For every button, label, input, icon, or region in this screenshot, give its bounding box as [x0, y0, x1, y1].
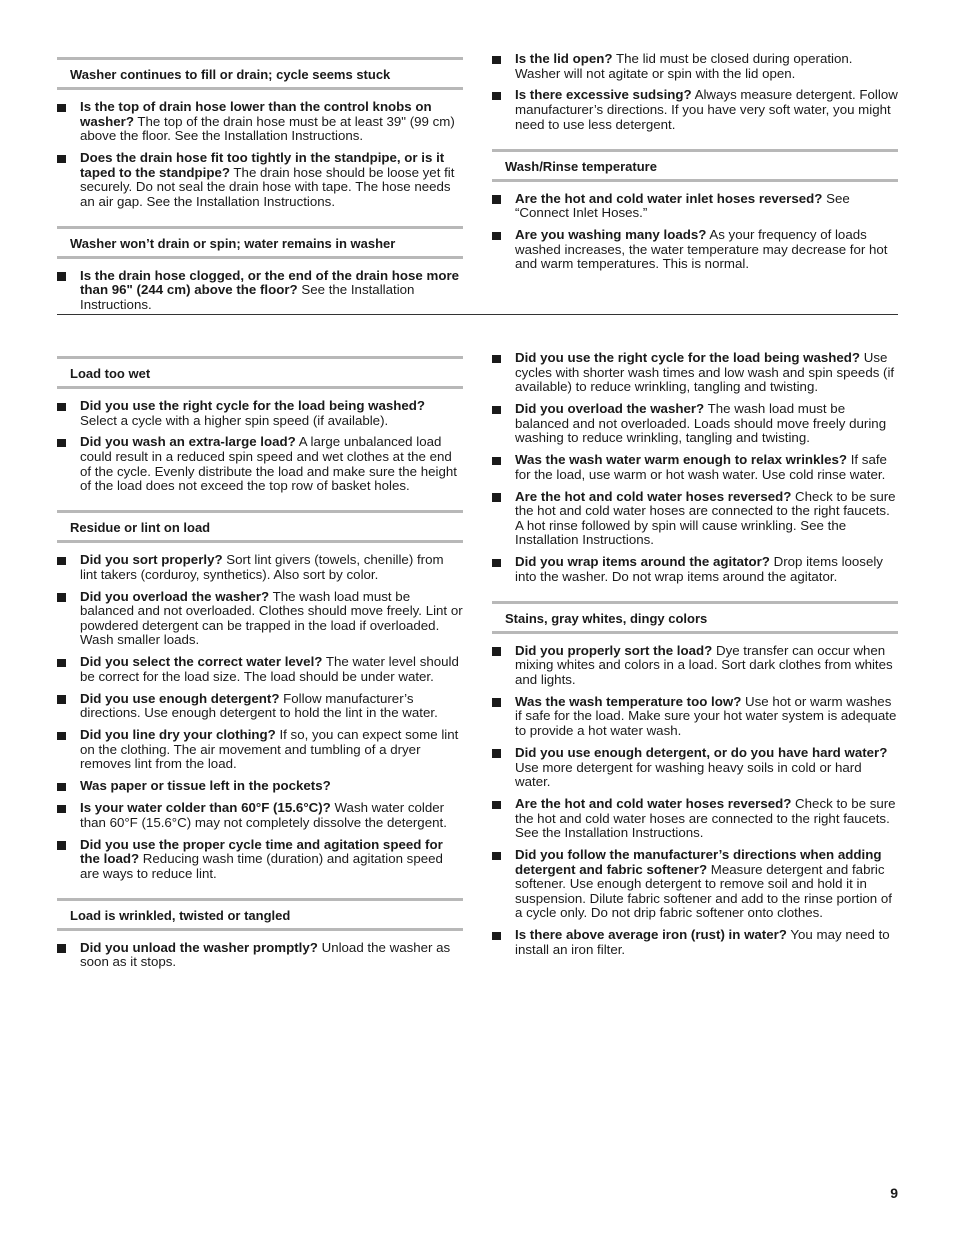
answer-text: Dye transfer can occur when mixing whites and colors in a load. Sort dark clothes from whites and lights.	[515, 642, 893, 687]
question-text: Is there excessive sudsing?	[515, 87, 692, 103]
square-bullet-icon	[492, 92, 501, 101]
square-bullet-icon	[492, 749, 501, 758]
list-item	[492, 797, 898, 841]
square-bullet-icon	[492, 195, 501, 204]
question-text: Did you line dry your clothing?	[80, 727, 276, 743]
question-text: Is the drain hose clogged, or the end of the drain hose more than 96" (244 cm) above the floor?	[80, 267, 460, 298]
section-heading: Washer won’t drain or spin; water remains in washer	[57, 226, 463, 259]
list-item	[57, 100, 463, 144]
question-text: Did you overload the washer?	[515, 401, 705, 417]
square-bullet-icon	[57, 272, 66, 281]
troubleshooting-section	[57, 898, 463, 986]
answer-text: The wash load must be balanced and not overloaded. Loads should move freely during washing to reduce wrinkling, tangling and twisting.	[515, 401, 887, 446]
question-text: Is your water colder than 60°F (15.6°C)?	[80, 800, 331, 816]
list-item	[57, 590, 463, 648]
question-text: Did you use the right cycle for the load being washed?	[515, 350, 861, 365]
question-text: Did you wash an extra-large load?	[80, 434, 296, 450]
square-bullet-icon	[57, 695, 66, 704]
top-left-column	[57, 57, 463, 329]
item-list	[492, 351, 898, 585]
answer-text: As your frequency of loads washed increases, the water temperature may decrease for hot and warm temperatures. This is normal.	[515, 227, 888, 272]
list-item	[492, 228, 898, 272]
troubleshooting-section	[57, 356, 463, 510]
list-item	[57, 801, 463, 830]
list-item	[492, 402, 898, 446]
answer-text: The top of the drain hose must be at least 39" (99 cm) above the floor. See the Installation Instructions.	[80, 113, 455, 144]
answer-text: A large unbalanced load could result in a reduced spin speed and wet clothes at the end of the cycle. Evenly distribute the load and make sure the height of the load does not exceed the top row of basket holes.	[80, 434, 457, 494]
answer-text: Check to be sure the hot and cold water hoses are connected to the right faucets. See the Installation Instructions.	[515, 796, 896, 841]
list-item	[57, 655, 463, 684]
list-item	[57, 553, 463, 582]
square-bullet-icon	[57, 841, 66, 850]
list-item	[492, 746, 898, 790]
square-bullet-icon	[492, 232, 501, 241]
square-bullet-icon	[492, 647, 501, 656]
item-list	[57, 100, 463, 209]
square-bullet-icon	[492, 852, 501, 861]
answer-text: The water level should be correct for the load size. The load should be under water.	[80, 654, 459, 684]
question-text: Are the hot and cold water inlet hoses reversed?	[515, 190, 823, 206]
square-bullet-icon	[57, 557, 66, 566]
answer-text: If so, you can expect some lint on the clothing. The air movement and tumbling of a dryer removes lint from the load.	[80, 727, 459, 772]
square-bullet-icon	[492, 406, 501, 415]
list-item	[57, 435, 463, 493]
answer-text: Select a cycle with a higher spin speed (if available).	[80, 412, 389, 428]
list-item	[57, 728, 463, 772]
square-bullet-icon	[492, 457, 501, 466]
question-text: Are you washing many loads?	[515, 227, 707, 243]
square-bullet-icon	[57, 593, 66, 602]
question-text: Did you overload the washer?	[80, 588, 270, 604]
answer-text: Measure detergent and fabric softener. Use enough detergent to remove soil and hold it in suspension. Dilute fabric softener and add to the rinse portion of a cycle only. Do not drip fabric softener onto clothes.	[515, 861, 892, 921]
square-bullet-icon	[57, 104, 66, 113]
question-text: Are the hot and cold water hoses reversed?	[515, 796, 792, 812]
question-text: Did you select the correct water level?	[80, 654, 323, 670]
answer-text: See “Connect Inlet Hoses.”	[515, 190, 850, 221]
answer-text: The lid must be closed during operation. Washer will not agitate or spin with the lid open.	[515, 51, 853, 81]
section-heading: Stains, gray whites, dingy colors	[492, 601, 898, 634]
page-number: 9	[890, 1185, 898, 1201]
section-heading: Load too wet	[57, 356, 463, 389]
list-item	[492, 88, 898, 132]
bottom-left-column	[57, 356, 463, 986]
answer-text: Unload the washer as soon as it stops.	[80, 939, 451, 970]
answer-text: Always measure detergent. Follow manufacturer’s directions. If you have very soft water, you might need to use less detergent.	[515, 87, 898, 132]
question-text: Is the top of drain hose lower than the control knobs on washer?	[80, 99, 432, 129]
answer-text: Follow manufacturer’s directions. Use enough detergent to hold the lint in the water.	[80, 690, 438, 721]
item-list	[57, 941, 463, 970]
top-right-column	[492, 52, 898, 288]
square-bullet-icon	[492, 493, 501, 502]
list-item	[57, 779, 463, 794]
question-text: Are the hot and cold water hoses reversed?	[515, 488, 792, 504]
item-list	[57, 553, 463, 881]
question-text: Was paper or tissue left in the pockets?	[80, 778, 331, 794]
item-list	[492, 644, 898, 958]
list-item	[492, 695, 898, 739]
troubleshooting-section	[57, 57, 463, 226]
square-bullet-icon	[57, 732, 66, 741]
square-bullet-icon	[57, 805, 66, 814]
square-bullet-icon	[492, 559, 501, 568]
question-text: Was the wash temperature too low?	[515, 693, 742, 709]
item-list	[57, 399, 463, 494]
list-item	[57, 838, 463, 882]
answer-text: Reducing wash time (duration) and agitation speed are ways to reduce lint.	[80, 851, 443, 881]
square-bullet-icon	[57, 403, 66, 412]
answer-text: Drop items loosely into the washer. Do not wrap items around the agitator.	[515, 554, 883, 584]
answer-text: See the Installation Instructions.	[80, 282, 415, 312]
item-list	[492, 52, 898, 132]
question-text: Did you use the right cycle for the load being washed?	[80, 398, 426, 413]
question-text: Did you use enough detergent, or do you have hard water?	[515, 744, 888, 760]
answer-text: Use hot or warm washes if safe for the load. Make sure your hot water system is adequate to provide a hot water wash.	[515, 693, 897, 739]
square-bullet-icon	[492, 698, 501, 707]
section-heading: Residue or lint on load	[57, 510, 463, 543]
question-text: Is there above average iron (rust) in water?	[515, 927, 787, 943]
list-item	[492, 848, 898, 921]
square-bullet-icon	[492, 355, 501, 364]
section-heading: Washer continues to fill or drain; cycle seems stuck	[57, 57, 463, 90]
answer-text: The wash load must be balanced and not overloaded. Clothes should move freely. Lint or powdered detergent can be trapped in the load if overloaded. Wash smaller loads.	[80, 588, 463, 648]
square-bullet-icon	[492, 801, 501, 810]
answer-text: You may need to install an iron filter.	[515, 927, 890, 957]
list-item	[492, 453, 898, 482]
answer-text: Wash water colder than 60°F (15.6°C) may not completely dissolve the detergent.	[80, 800, 447, 830]
square-bullet-icon	[57, 783, 66, 792]
square-bullet-icon	[57, 659, 66, 668]
troubleshooting-section	[492, 601, 898, 974]
list-item	[492, 192, 898, 221]
question-text: Did you use enough detergent?	[80, 690, 280, 706]
list-item	[57, 941, 463, 970]
section-heading: Load is wrinkled, twisted or tangled	[57, 898, 463, 931]
list-item	[492, 555, 898, 584]
square-bullet-icon	[492, 56, 501, 65]
question-text: Is the lid open?	[515, 51, 613, 66]
answer-text: The drain hose should be loose yet fit securely. Do not seal the drain hose with tape. The hose needs an air gap. See the Installation Instructions.	[80, 164, 455, 209]
troubleshooting-section	[492, 149, 898, 289]
square-bullet-icon	[57, 439, 66, 448]
answer-text: Use more detergent for washing heavy soils in cold or hard water.	[515, 759, 862, 790]
troubleshooting-section	[57, 510, 463, 898]
square-bullet-icon	[492, 932, 501, 941]
list-item	[57, 399, 463, 428]
list-item	[57, 269, 463, 313]
question-text: Does the drain hose fit too tightly in the standpipe, or is it taped to the standpipe?	[80, 150, 445, 180]
square-bullet-icon	[57, 944, 66, 953]
bottom-right-column	[492, 351, 898, 974]
list-item	[492, 490, 898, 548]
square-bullet-icon	[57, 155, 66, 164]
list-item	[492, 644, 898, 688]
question-text: Was the wash water warm enough to relax wrinkles?	[515, 452, 848, 468]
list-item	[57, 692, 463, 721]
question-text: Did you use the proper cycle time and agitation speed for the load?	[80, 836, 443, 867]
answer-text: Check to be sure the hot and cold water hoses are connected to the right faucets. A hot rinse followed by spin will cause wrinkling. See the Installation Instructions.	[515, 488, 896, 548]
question-text: Did you sort properly?	[80, 552, 223, 568]
answer-text: Use cycles with shorter wash times and low wash and spin speeds (if available) to reduce wrinkling, tangling and twisting.	[515, 350, 895, 395]
question-text: Did you wrap items around the agitator?	[515, 554, 770, 570]
list-item	[492, 52, 898, 81]
question-text: Did you follow the manufacturer’s directions when adding detergent and fabric softener?	[515, 847, 882, 877]
question-text: Did you properly sort the load?	[515, 642, 713, 658]
list-item	[492, 928, 898, 957]
list-item	[492, 351, 898, 395]
item-list	[57, 269, 463, 313]
question-text: Did you unload the washer promptly?	[80, 939, 318, 955]
list-item	[57, 151, 463, 209]
answer-text: If safe for the load, use warm or hot wash water. Use cold rinse water.	[515, 452, 887, 482]
section-heading: Wash/Rinse temperature	[492, 149, 898, 182]
answer-text: Sort lint givers (towels, chenille) from lint takers (corduroy, synthetics). Also sort by color.	[80, 552, 444, 582]
section-divider	[57, 314, 898, 315]
item-list	[492, 192, 898, 272]
